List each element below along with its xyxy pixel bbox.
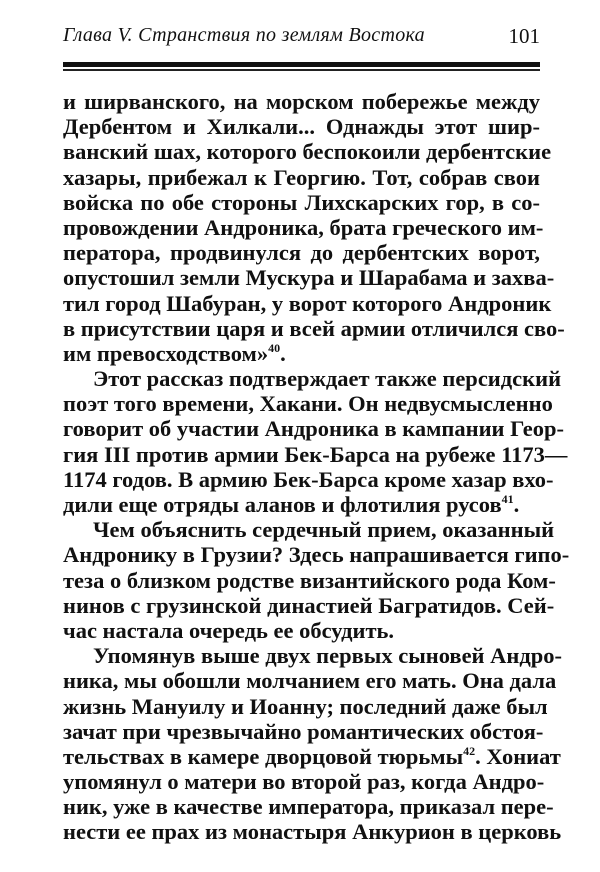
line-text: теза о близком родстве византийского рода Ком- bbox=[63, 567, 556, 593]
line-text: опустошил земли Мускура и Шарабама и захва- bbox=[63, 265, 555, 291]
line-text: в присутствии царя и всей армии отличился сво- bbox=[63, 315, 565, 341]
text-line bbox=[63, 139, 552, 165]
line-text: гия III против армии Бек-Барса на рубеже 1173— bbox=[63, 441, 568, 467]
line-text: ператора, продвинулся до дербентских ворот, bbox=[63, 240, 540, 266]
line-text-after-footnote: . bbox=[513, 492, 520, 517]
line-text: жизнь Мануилу и Иоанну; последний даже был bbox=[63, 693, 548, 719]
line-text: нести ее прах из монастыря Анкурион в церковь bbox=[63, 819, 562, 845]
text-line bbox=[63, 592, 555, 618]
text-line bbox=[63, 214, 544, 240]
line-text: Андронику в Грузии? Здесь напрашивается гипо- bbox=[63, 542, 570, 568]
text-line bbox=[63, 794, 554, 820]
line-text: тельствах в камере дворцовой тюрьмы bbox=[63, 743, 464, 769]
header-rule-thick bbox=[63, 62, 540, 67]
footnote-ref: 42 bbox=[463, 743, 476, 758]
line-text: тил город Шабуран, у ворот которого Андроник bbox=[63, 290, 552, 316]
line-text: им превосходством» bbox=[63, 340, 269, 366]
line-text: Дербентом и Хилкали... Однажды этот шир- bbox=[63, 114, 540, 140]
line-text: упомянул о матери во второй раз, когда Андро- bbox=[63, 769, 545, 795]
line-text: Упомянув выше двух первых сыновей Андро- bbox=[93, 643, 562, 669]
line-text: зачат при чрезвычайно романтических обстоя- bbox=[63, 718, 544, 744]
line-text: ника, мы обошли молчанием его мать. Она дала bbox=[63, 668, 557, 694]
running-header bbox=[63, 24, 540, 50]
page-number: 101 bbox=[508, 24, 540, 48]
text-line bbox=[63, 769, 545, 795]
text-line bbox=[63, 492, 540, 517]
footnote-ref: 40 bbox=[268, 340, 281, 355]
line-text: ник, уже в качестве императора, приказал пере- bbox=[63, 794, 554, 820]
line-text: час настала очередь ее обсудить. bbox=[63, 617, 395, 643]
line-text: Этот рассказ подтверждает также персидский bbox=[93, 366, 562, 392]
text-line bbox=[63, 366, 562, 392]
text-line bbox=[63, 240, 540, 265]
text-line bbox=[63, 542, 570, 568]
text-line bbox=[63, 315, 565, 341]
text-line bbox=[63, 441, 568, 467]
text-line bbox=[63, 718, 544, 744]
text-line bbox=[63, 391, 553, 417]
line-text-after-footnote: . Хониат bbox=[475, 743, 561, 769]
line-text: Чем объяснить сердечный прием, оказанный bbox=[93, 517, 555, 543]
line-text: поэт того времени, Хакани. Он недвусмысленно bbox=[63, 391, 553, 417]
text-line bbox=[63, 114, 540, 139]
text-line bbox=[63, 190, 540, 215]
line-text: и ширванского, на морском побережье между bbox=[63, 89, 540, 114]
text-line bbox=[63, 643, 562, 669]
line-text: хазары, прибежал к Георгию. Тот, собрав свои bbox=[63, 164, 540, 190]
line-text: провождении Андроника, брата греческого им- bbox=[63, 214, 544, 240]
text-line bbox=[63, 693, 548, 719]
text-line bbox=[63, 618, 540, 643]
text-line bbox=[63, 416, 564, 442]
body-text bbox=[63, 89, 570, 845]
text-line bbox=[63, 567, 556, 593]
text-line bbox=[63, 89, 540, 114]
text-line bbox=[63, 165, 540, 190]
text-line bbox=[63, 743, 561, 769]
text-line bbox=[63, 265, 555, 291]
line-text: дили еще отряды аланов и флотилия русов bbox=[63, 492, 502, 517]
header-rule-thin bbox=[63, 69, 540, 71]
text-line bbox=[63, 668, 557, 694]
text-line bbox=[63, 517, 555, 543]
text-line bbox=[63, 290, 552, 316]
text-line bbox=[63, 466, 554, 492]
text-line bbox=[63, 819, 562, 845]
text-line bbox=[63, 341, 540, 366]
line-text: нинов с грузинской династией Багратидов. Сей- bbox=[63, 592, 555, 618]
line-text: 1174 годов. В армию Бек-Барса кроме хазар вхо- bbox=[63, 466, 554, 492]
line-text: говорит об участии Андроника в кампании Геор- bbox=[63, 416, 564, 442]
line-text-after-footnote: . bbox=[280, 340, 286, 366]
chapter-title: Глава V. Странствия по землям Востока bbox=[63, 24, 425, 46]
line-text: войска по обе стороны Лихскарских гор, в со- bbox=[63, 189, 540, 215]
line-text: ванский шах, которого беспокоили дербентские bbox=[63, 139, 552, 165]
footnote-ref: 41 bbox=[501, 492, 514, 506]
